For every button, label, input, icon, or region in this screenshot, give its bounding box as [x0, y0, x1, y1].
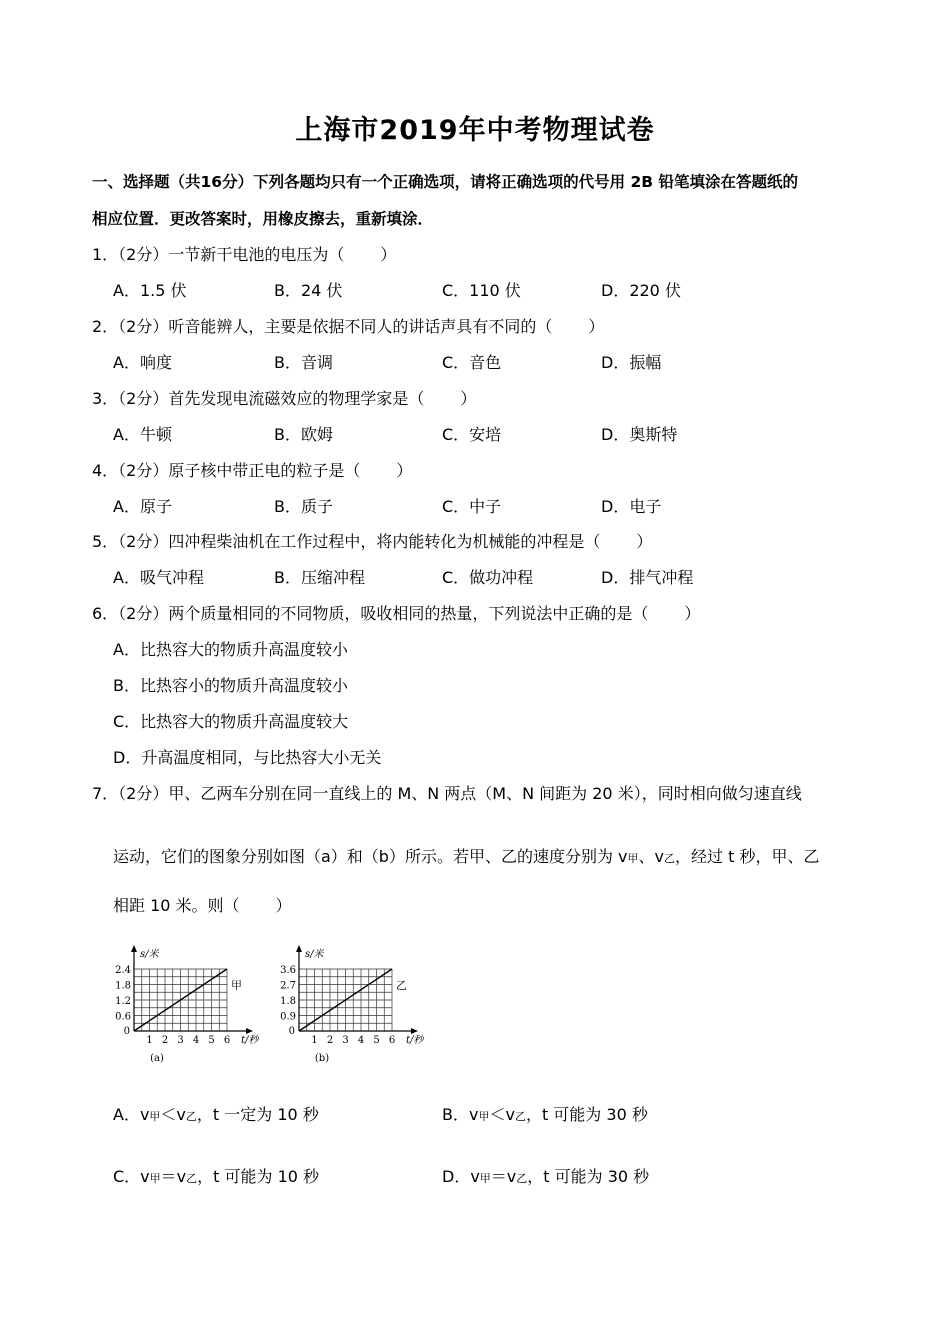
- question-4-stem: 4．（2分）原子核中带正电的粒子是（ ）: [92, 461, 413, 480]
- x-tick-label: 2: [161, 1035, 169, 1046]
- y-axis-arrow: [296, 945, 302, 952]
- x-tick-label: 4: [192, 1035, 200, 1046]
- q4-option-a: A．原子: [113, 497, 172, 516]
- x-tick-label: 3: [342, 1035, 349, 1046]
- question-2-stem: 2．（2分）听音能辨人，主要是依据不同人的讲话声具有不同的（ ）: [92, 317, 605, 336]
- q4-option-c: C．中子: [442, 497, 502, 516]
- y-tick-label: 3.6: [280, 965, 296, 976]
- x-tick-label: 6: [388, 1035, 396, 1046]
- x-axis-label: t/秒: [406, 1035, 424, 1046]
- x-tick-label: 1: [311, 1035, 318, 1046]
- st-graph-b: [277, 928, 442, 1068]
- section-instruction-line2: 相应位置．更改答案时，用橡皮擦去，重新填涂．: [92, 210, 434, 228]
- x-tick-label: 5: [208, 1035, 215, 1046]
- q2-option-a: A．响度: [113, 353, 172, 372]
- x-tick-label: 1: [146, 1035, 153, 1046]
- x-tick-label: 4: [357, 1035, 365, 1046]
- q5-option-b: B．压缩冲程: [274, 568, 365, 587]
- question-3-stem: 3．（2分）首先发现电流磁效应的物理学家是（ ）: [92, 389, 477, 408]
- q7-option-a: A．v甲＜v乙，t 一定为 10 秒: [113, 1105, 319, 1124]
- y-tick-label: 2.4: [115, 965, 131, 976]
- q3-option-c: C．安培: [442, 425, 502, 444]
- x-tick-label: 2: [326, 1035, 334, 1046]
- question-7-line2: 运动，它们的图象分别如图（a）和（b）所示。若甲、乙的速度分别为 v甲、v乙，经过 t 秒，甲、乙: [113, 847, 820, 866]
- question-7-line1: 7．（2分）甲、乙两车分别在同一直线上的 M、N 两点（M、N 间距为 20 米），同时相向做匀速直线: [92, 784, 802, 803]
- q2-option-d: D．振幅: [601, 353, 662, 372]
- q7-option-d: D．v甲＝v乙，t 可能为 30 秒: [442, 1167, 650, 1186]
- line-label: 甲: [231, 979, 242, 992]
- y-tick-label: 2.7: [280, 980, 296, 992]
- q6-option-b: B．比热容小的物质升高温度较小: [113, 676, 348, 695]
- line-label: 乙: [396, 979, 407, 992]
- q3-option-b: B．欧姆: [274, 425, 333, 444]
- q1-option-b: B．24 伏: [274, 281, 343, 300]
- q4-option-d: D．电子: [601, 497, 662, 516]
- q1-option-d: D．220 伏: [601, 281, 681, 300]
- x-axis-label: t/秒: [241, 1035, 259, 1046]
- y-tick-label: 1.2: [115, 996, 131, 1007]
- y-axis-label: s/米: [140, 949, 159, 960]
- question-5-stem: 5．（2分）四冲程柴油机在工作过程中，将内能转化为机械能的冲程是（ ）: [92, 532, 653, 551]
- origin-label: 0: [288, 1026, 295, 1037]
- y-tick-label: 1.8: [280, 996, 296, 1007]
- x-axis-arrow: [246, 1028, 253, 1034]
- graph-caption: (b): [314, 1053, 330, 1064]
- y-axis-arrow: [131, 945, 137, 952]
- question-6-stem: 6．（2分）两个质量相同的不同物质，吸收相同的热量，下列说法中正确的是（ ）: [92, 604, 701, 623]
- x-axis-arrow: [411, 1028, 418, 1034]
- q2-option-c: C．音色: [442, 353, 502, 372]
- q5-option-d: D．排气冲程: [601, 568, 694, 587]
- y-tick-label: 0.9: [280, 1011, 296, 1023]
- q6-option-c: C．比热容大的物质升高温度较大: [113, 712, 349, 731]
- q3-option-d: D．奥斯特: [601, 425, 678, 444]
- q2-option-b: B．音调: [274, 353, 333, 372]
- q5-option-c: C．做功冲程: [442, 568, 534, 587]
- q3-option-a: A．牛顿: [113, 425, 172, 444]
- q1-option-a: A．1.5 伏: [113, 281, 187, 300]
- y-tick-label: 0.6: [115, 1011, 131, 1023]
- q6-option-a: A．比热容大的物质升高温度较小: [113, 640, 348, 659]
- page-title: 上海市2019年中考物理试卷: [295, 115, 655, 146]
- st-graph-a: [112, 928, 272, 1068]
- x-tick-label: 6: [223, 1035, 231, 1046]
- q6-option-d: D．升高温度相同，与比热容大小无关: [113, 748, 382, 767]
- x-tick-label: 3: [177, 1035, 184, 1046]
- graph-caption: (a): [150, 1053, 164, 1064]
- q1-option-c: C．110 伏: [442, 281, 521, 300]
- q5-option-a: A．吸气冲程: [113, 568, 204, 587]
- origin-label: 0: [123, 1026, 130, 1037]
- question-7-line3: 相距 10 米。则（ ）: [113, 896, 292, 915]
- question-1-stem: 1．（2分）一节新干电池的电压为（ ）: [92, 245, 397, 264]
- q7-option-c: C．v甲＝v乙，t 可能为 10 秒: [113, 1167, 320, 1186]
- y-tick-label: 1.8: [115, 980, 131, 992]
- q7-option-b: B．v甲＜v乙，t 可能为 30 秒: [442, 1105, 648, 1124]
- x-tick-label: 5: [373, 1035, 380, 1046]
- section-instruction-line1: 一、选择题（共16分）下列各题均只有一个正确选项，请将正确选项的代号用 2B 铅笔填涂在答题纸的: [92, 173, 798, 191]
- y-axis-label: s/米: [305, 949, 324, 960]
- q4-option-b: B．质子: [274, 497, 333, 516]
